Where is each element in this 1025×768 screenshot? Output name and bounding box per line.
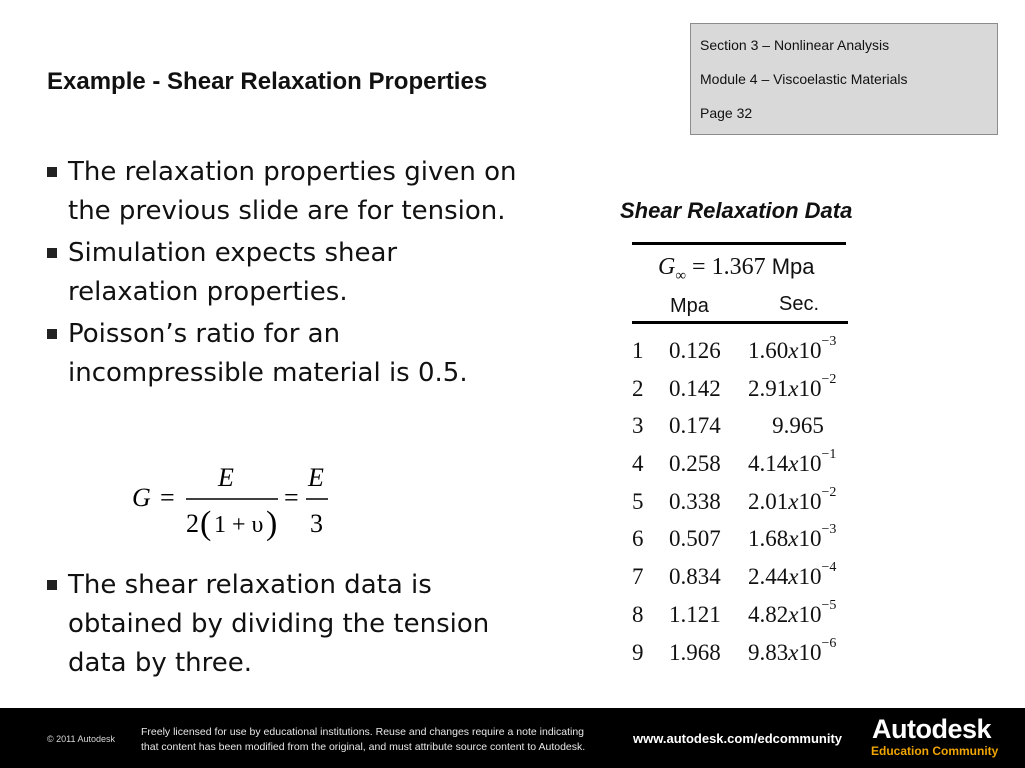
table-row bbox=[630, 334, 860, 372]
footer-copyright: © 2011 Autodesk bbox=[47, 734, 116, 744]
time-mantissa: 4.82 bbox=[748, 601, 789, 627]
bullet-item bbox=[47, 234, 517, 312]
row-index: 1 bbox=[632, 338, 644, 363]
footer-url-link[interactable]: www.autodesk.com/edcommunity bbox=[633, 731, 843, 746]
time-mantissa: 4.14 bbox=[748, 451, 789, 477]
time-mantissa: 1.68 bbox=[748, 526, 789, 552]
formula-equals: = bbox=[160, 483, 175, 512]
formula-numerator-1: E bbox=[218, 463, 234, 492]
bullet-list-top bbox=[47, 153, 517, 396]
footer-bar bbox=[0, 708, 1025, 768]
slide-title: Example - Shear Relaxation Properties bbox=[47, 68, 488, 95]
shear-relaxation-table bbox=[630, 334, 860, 673]
footer-license-line: Freely licensed for use by educational institutions. Reuse and changes require a note indicating bbox=[141, 726, 585, 738]
times-symbol: x bbox=[788, 338, 799, 363]
time-exponent: −3 bbox=[821, 334, 837, 349]
time-exponent: −3 bbox=[821, 522, 837, 538]
times-symbol: x bbox=[788, 375, 799, 401]
g-infinity-subscript: ∞ bbox=[675, 268, 687, 284]
relaxation-time bbox=[748, 597, 858, 628]
table-title: Shear Relaxation Data bbox=[620, 198, 853, 223]
row-index: 9 bbox=[632, 639, 644, 665]
row-index: 3 bbox=[632, 413, 644, 439]
table-row bbox=[630, 372, 860, 410]
section-label: Section 3 – Nonlinear Analysis bbox=[700, 37, 890, 53]
bullet-item bbox=[47, 315, 517, 393]
table-row bbox=[630, 522, 860, 560]
time-exponent: −2 bbox=[821, 484, 837, 500]
row-index: 6 bbox=[632, 526, 644, 552]
time-base: 10 bbox=[798, 564, 822, 590]
g-infinity-symbol: G bbox=[658, 254, 676, 280]
formula-equals-2: = bbox=[284, 483, 299, 512]
modulus-value: 0.507 bbox=[669, 526, 721, 552]
shear-modulus-formula bbox=[130, 462, 340, 542]
column-header-mpa: Mpa bbox=[670, 295, 709, 317]
time-exponent: −6 bbox=[821, 635, 837, 651]
bullet-item bbox=[47, 153, 517, 231]
time-exponent: −4 bbox=[821, 560, 837, 576]
modulus-value: 0.174 bbox=[669, 413, 721, 439]
modulus-value: 0.142 bbox=[669, 375, 721, 401]
relaxation-time: 9.965 bbox=[772, 413, 824, 439]
g-infinity-value bbox=[658, 254, 815, 284]
bullet-text: Simulation expects shear relaxation properties. bbox=[68, 238, 398, 307]
time-exponent: −1 bbox=[821, 447, 837, 463]
g-infinity-number: = 1.367 bbox=[692, 254, 766, 280]
modulus-value: 0.834 bbox=[669, 564, 721, 590]
modulus-value: 0.126 bbox=[669, 338, 721, 363]
time-base: 10 bbox=[798, 338, 822, 363]
relaxation-time bbox=[748, 447, 858, 477]
row-index: 8 bbox=[632, 601, 644, 627]
times-symbol: x bbox=[788, 564, 799, 590]
bullet-list-bottom bbox=[47, 566, 517, 686]
bullet-square-icon bbox=[47, 167, 57, 177]
bullet-square-icon bbox=[47, 329, 57, 339]
formula-paren-open: ( bbox=[200, 505, 212, 542]
row-index: 2 bbox=[632, 375, 644, 401]
formula-denominator-inner: 1 + υ bbox=[214, 512, 264, 538]
row-index: 5 bbox=[632, 488, 644, 514]
time-base: 10 bbox=[798, 451, 822, 477]
autodesk-logo: Autodesk bbox=[872, 714, 992, 744]
bullet-item bbox=[47, 566, 517, 683]
bullet-square-icon bbox=[47, 580, 57, 590]
table-row bbox=[630, 598, 860, 636]
table-row bbox=[630, 447, 860, 485]
time-base: 10 bbox=[798, 488, 822, 514]
time-exponent: −5 bbox=[821, 597, 837, 613]
modulus-value: 0.338 bbox=[669, 488, 721, 514]
time-mantissa: 2.44 bbox=[748, 564, 789, 590]
time-mantissa: 2.01 bbox=[748, 488, 789, 514]
table-row bbox=[630, 560, 860, 598]
times-symbol: x bbox=[788, 526, 799, 552]
module-label: Module 4 – Viscoelastic Materials bbox=[700, 71, 908, 87]
relaxation-time bbox=[748, 635, 858, 666]
education-community-label: Education Community bbox=[871, 744, 999, 758]
table-row bbox=[630, 409, 860, 447]
table-header-rule bbox=[632, 321, 848, 324]
formula-lhs: G bbox=[132, 483, 151, 512]
formula-denominator-coef: 2 bbox=[186, 509, 199, 538]
time-base: 10 bbox=[798, 639, 822, 665]
time-mantissa: 1.60 bbox=[748, 338, 789, 363]
footer-license-line: that content has been modified from the original, and must attribute source content to Autodesk. bbox=[141, 741, 586, 753]
relaxation-time bbox=[748, 334, 858, 364]
formula-denominator-2: 3 bbox=[310, 509, 323, 538]
column-header-sec: Sec. bbox=[779, 293, 820, 315]
times-symbol: x bbox=[788, 488, 799, 514]
formula-paren-close: ) bbox=[266, 505, 278, 542]
times-symbol: x bbox=[788, 639, 799, 665]
footer-license bbox=[141, 725, 621, 755]
time-mantissa: 9.83 bbox=[748, 639, 789, 665]
bullet-square-icon bbox=[47, 248, 57, 258]
page-number: Page 32 bbox=[700, 105, 753, 121]
time-mantissa: 2.91 bbox=[748, 375, 789, 401]
modulus-value: 0.258 bbox=[669, 451, 721, 477]
table-row bbox=[630, 636, 860, 674]
time-base: 10 bbox=[798, 375, 822, 401]
bullet-text: The shear relaxation data is obtained by dividing the tension data by three. bbox=[68, 570, 490, 678]
relaxation-time bbox=[748, 484, 858, 515]
time-base: 10 bbox=[798, 601, 822, 627]
bullet-text: The relaxation properties given on the previous slide are for tension. bbox=[68, 157, 517, 226]
table-top-rule bbox=[632, 242, 846, 245]
times-symbol: x bbox=[788, 451, 799, 477]
g-infinity-unit: Mpa bbox=[765, 254, 815, 279]
bullet-text: Poisson’s ratio for an incompressible material is 0.5. bbox=[68, 319, 468, 388]
times-symbol: x bbox=[788, 601, 799, 627]
section-info-box bbox=[690, 23, 998, 135]
time-exponent: −2 bbox=[821, 371, 837, 387]
table-row bbox=[630, 485, 860, 523]
formula-numerator-2: E bbox=[308, 463, 324, 492]
row-index: 7 bbox=[632, 564, 644, 590]
modulus-value: 1.968 bbox=[669, 639, 721, 665]
row-index: 4 bbox=[632, 451, 644, 477]
relaxation-time bbox=[748, 522, 858, 552]
modulus-value: 1.121 bbox=[669, 601, 721, 627]
relaxation-time bbox=[748, 560, 858, 590]
relaxation-time bbox=[748, 371, 858, 402]
time-base: 10 bbox=[798, 526, 822, 552]
